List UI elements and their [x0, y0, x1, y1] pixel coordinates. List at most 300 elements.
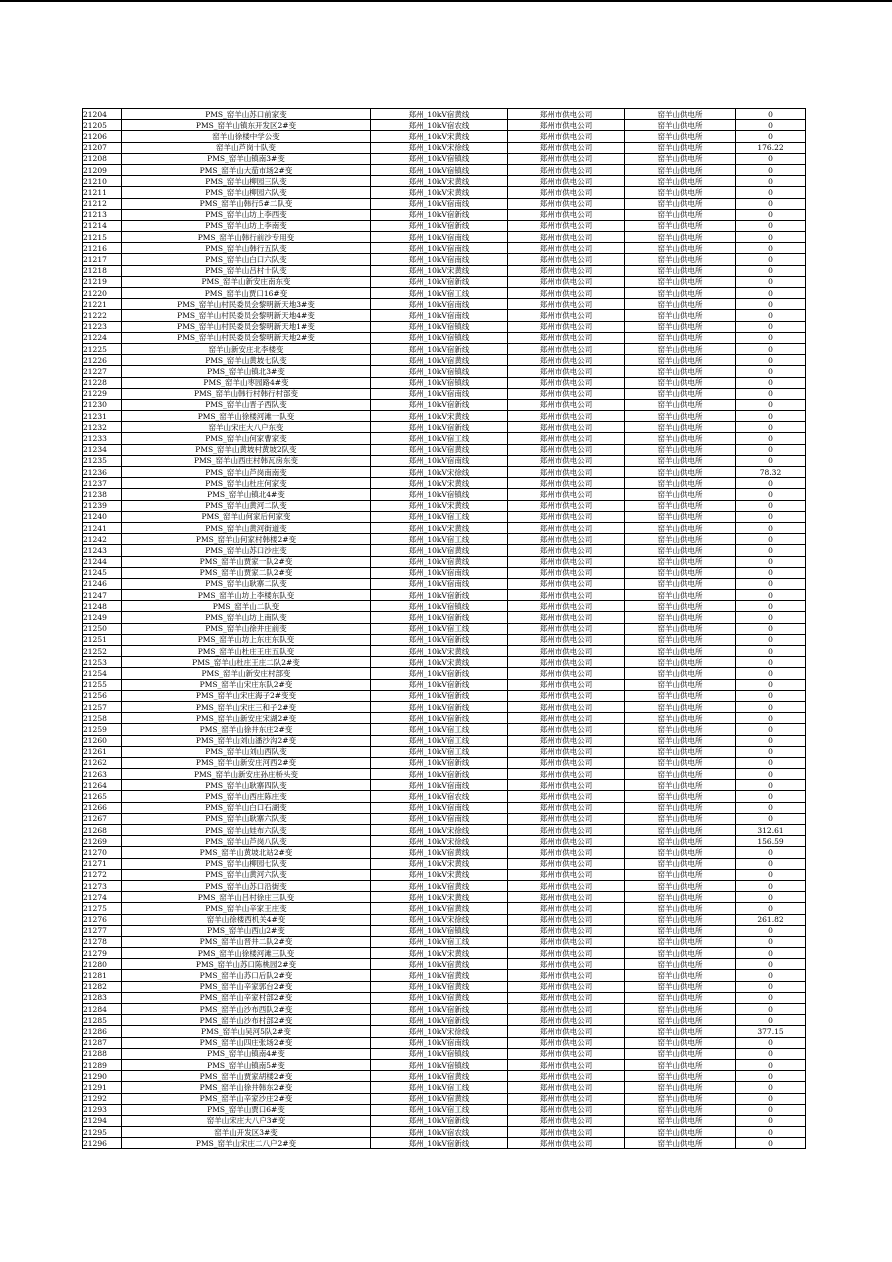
feeder-line-cell: 郑州_10kV宿南线 [371, 1037, 508, 1048]
value-cell: 0 [736, 332, 806, 343]
transformer-name-cell: PMS_窑羊山贾家胡楼2#变 [122, 1071, 371, 1082]
table-row [83, 1082, 806, 1093]
station-cell: 窑羊山供电所 [625, 802, 736, 813]
station-cell: 窑羊山供电所 [625, 500, 736, 511]
feeder-line-cell: 郑州_10kV宿镇线 [371, 332, 508, 343]
feeder-line-cell: 郑州_10kV宿新线 [371, 1138, 508, 1149]
company-cell: 郑州市供电公司 [508, 567, 625, 578]
transformer-name-cell: PMS_窑羊山苏口前家变 [122, 109, 371, 120]
transformer-name-cell: PMS_窑羊山新安庄村部变 [122, 668, 371, 679]
table-row [83, 646, 806, 657]
company-cell: 郑州市供电公司 [508, 120, 625, 131]
company-cell: 郑州市供电公司 [508, 1015, 625, 1026]
value-cell: 0 [736, 668, 806, 679]
company-cell: 郑州市供电公司 [508, 254, 625, 265]
company-cell: 郑州市供电公司 [508, 556, 625, 567]
transformer-name-cell: PMS_窑羊山何家村韩楼2#变 [122, 534, 371, 545]
feeder-line-cell: 郑州_10kV宿镇线 [371, 321, 508, 332]
feeder-line-cell: 郑州_10kV宿南线 [371, 254, 508, 265]
station-cell: 窑羊山供电所 [625, 746, 736, 757]
row-number-cell: 21208 [83, 153, 122, 164]
value-cell: 0 [736, 232, 806, 243]
feeder-line-cell: 郑州_10kV宋徐线 [371, 142, 508, 153]
transformer-name-cell: PMS_窑羊山沙布西队2#变 [122, 1004, 371, 1015]
feeder-line-cell: 郑州_10kV宿镇线 [371, 164, 508, 175]
value-cell: 0 [736, 1104, 806, 1115]
station-cell: 窑羊山供电所 [625, 343, 736, 354]
company-cell: 郑州市供电公司 [508, 411, 625, 422]
feeder-line-cell: 郑州_10kV宋黄线 [371, 892, 508, 903]
feeder-line-cell: 郑州_10kV宿新线 [371, 422, 508, 433]
value-cell: 0 [736, 288, 806, 299]
feeder-line-cell: 郑州_10kV宿新线 [371, 713, 508, 724]
company-cell: 郑州市供电公司 [508, 1071, 625, 1082]
value-cell: 0 [736, 690, 806, 701]
table-row [83, 120, 806, 131]
row-number-cell: 21234 [83, 444, 122, 455]
transformer-name-cell: PMS_窑羊山苏口沙庄变 [122, 545, 371, 556]
station-cell: 窑羊山供电所 [625, 220, 736, 231]
transformer-name-cell: PMS_窑羊山耿寨四队变 [122, 780, 371, 791]
station-cell: 窑羊山供电所 [625, 411, 736, 422]
value-cell: 261.82 [736, 914, 806, 925]
feeder-line-cell: 郑州_10kV宿黄线 [371, 545, 508, 556]
transformer-name-cell: PMS_窑羊山耿寨二队变 [122, 578, 371, 589]
transformer-name-cell: PMS_窑羊山杜庄王庄二队2#变 [122, 657, 371, 668]
row-number-cell: 21217 [83, 254, 122, 265]
feeder-line-cell: 郑州_10kV宋黄线 [371, 500, 508, 511]
value-cell: 0 [736, 903, 806, 914]
feeder-line-cell: 郑州_10kV宿新线 [371, 1004, 508, 1015]
table-row [83, 1048, 806, 1059]
value-cell: 0 [736, 321, 806, 332]
value-cell: 0 [736, 164, 806, 175]
row-number-cell: 21233 [83, 433, 122, 444]
transformer-name-cell: PMS_窑羊山镇北4#变 [122, 489, 371, 500]
transformer-name-cell: PMS_窑羊山宋庄三和子2#变 [122, 701, 371, 712]
value-cell: 0 [736, 724, 806, 735]
transformer-name-cell: PMS_窑羊山镇南4#变 [122, 1048, 371, 1059]
feeder-line-cell: 郑州_10kV宋黄线 [371, 522, 508, 533]
table-row [83, 556, 806, 567]
transformer-name-cell: PMS_窑羊山刘山西队变 [122, 746, 371, 757]
transformer-name-cell: 窑羊山宋庄大八户东变 [122, 422, 371, 433]
feeder-line-cell: 郑州_10kV宿黄线 [371, 959, 508, 970]
feeder-line-cell: 郑州_10kV宿黄线 [371, 556, 508, 567]
feeder-line-cell: 郑州_10kV宿南线 [371, 243, 508, 254]
row-number-cell: 21243 [83, 545, 122, 556]
station-cell: 窑羊山供电所 [625, 1071, 736, 1082]
table-row [83, 131, 806, 142]
feeder-line-cell: 郑州_10kV宿工线 [371, 724, 508, 735]
table-row [83, 232, 806, 243]
company-cell: 郑州市供电公司 [508, 545, 625, 556]
value-cell: 0 [736, 959, 806, 970]
transformer-name-cell: PMS_窑羊山坊上李西变 [122, 209, 371, 220]
station-cell: 窑羊山供电所 [625, 1037, 736, 1048]
company-cell: 郑州市供电公司 [508, 780, 625, 791]
company-cell: 郑州市供电公司 [508, 992, 625, 1003]
station-cell: 窑羊山供电所 [625, 713, 736, 724]
transformer-name-cell: PMS_窑羊山宋庄东队2#变 [122, 679, 371, 690]
feeder-line-cell: 郑州_10kV宋黄线 [371, 858, 508, 869]
row-number-cell: 21274 [83, 892, 122, 903]
row-number-cell: 21247 [83, 590, 122, 601]
value-cell: 0 [736, 444, 806, 455]
value-cell: 0 [736, 1082, 806, 1093]
value-cell: 0 [736, 1004, 806, 1015]
table-row [83, 276, 806, 287]
table-row [83, 724, 806, 735]
value-cell: 0 [736, 769, 806, 780]
value-cell: 0 [736, 153, 806, 164]
table-row [83, 903, 806, 914]
value-cell: 0 [736, 880, 806, 891]
row-number-cell: 21292 [83, 1093, 122, 1104]
company-cell: 郑州市供电公司 [508, 880, 625, 891]
transformer-name-cell: PMS_窑羊山芦岗南南变 [122, 467, 371, 478]
value-cell: 0 [736, 701, 806, 712]
value-cell: 0 [736, 243, 806, 254]
table-row [83, 1138, 806, 1149]
value-cell: 0 [736, 679, 806, 690]
station-cell: 窑羊山供电所 [625, 590, 736, 601]
row-number-cell: 21218 [83, 265, 122, 276]
feeder-line-cell: 郑州_10kV宿黄线 [371, 970, 508, 981]
row-number-cell: 21271 [83, 858, 122, 869]
feeder-line-cell: 郑州_10kV宋徐线 [371, 1026, 508, 1037]
table-row [83, 332, 806, 343]
company-cell: 郑州市供电公司 [508, 746, 625, 757]
value-cell: 0 [736, 455, 806, 466]
company-cell: 郑州市供电公司 [508, 388, 625, 399]
value-cell: 0 [736, 802, 806, 813]
table-row [83, 992, 806, 1003]
row-number-cell: 21241 [83, 522, 122, 533]
company-cell: 郑州市供电公司 [508, 1048, 625, 1059]
company-cell: 郑州市供电公司 [508, 1138, 625, 1149]
company-cell: 郑州市供电公司 [508, 757, 625, 768]
table-row [83, 545, 806, 556]
value-cell: 0 [736, 1127, 806, 1138]
feeder-line-cell: 郑州_10kV宿镇线 [371, 1059, 508, 1070]
company-cell: 郑州市供电公司 [508, 310, 625, 321]
table-row [83, 735, 806, 746]
row-number-cell: 21230 [83, 399, 122, 410]
station-cell: 窑羊山供电所 [625, 355, 736, 366]
station-cell: 窑羊山供电所 [625, 735, 736, 746]
value-cell: 0 [736, 422, 806, 433]
feeder-line-cell: 郑州_10kV宋徐线 [371, 467, 508, 478]
table-row [83, 623, 806, 634]
transformer-name-cell: PMS_窑羊山何家后何家变 [122, 511, 371, 522]
value-cell: 0 [736, 992, 806, 1003]
transformer-name-cell: PMS_窑羊山新安庄孙庄桥头变 [122, 769, 371, 780]
table-row [83, 1015, 806, 1026]
row-number-cell: 21282 [83, 981, 122, 992]
row-number-cell: 21258 [83, 713, 122, 724]
company-cell: 郑州市供电公司 [508, 981, 625, 992]
row-number-cell: 21245 [83, 567, 122, 578]
transformer-name-cell: PMS_窑羊山徐楼河滩三队变 [122, 948, 371, 959]
transformer-name-cell: PMS_窑羊山苏口陈桃园2#变 [122, 959, 371, 970]
station-cell: 窑羊山供电所 [625, 310, 736, 321]
table-row [83, 802, 806, 813]
table-row [83, 836, 806, 847]
row-number-cell: 21255 [83, 679, 122, 690]
company-cell: 郑州市供电公司 [508, 1115, 625, 1126]
table-row [83, 198, 806, 209]
transformer-name-cell: PMS_窑羊山徐井韩东2#变 [122, 1082, 371, 1093]
table-row [83, 869, 806, 880]
row-number-cell: 21214 [83, 220, 122, 231]
transformer-name-cell: PMS_窑羊山二队变 [122, 601, 371, 612]
station-cell: 窑羊山供电所 [625, 467, 736, 478]
station-cell: 窑羊山供电所 [625, 176, 736, 187]
value-cell: 0 [736, 936, 806, 947]
row-number-cell: 21281 [83, 970, 122, 981]
table-row [83, 411, 806, 422]
value-cell: 0 [736, 970, 806, 981]
station-cell: 窑羊山供电所 [625, 981, 736, 992]
transformer-name-cell: PMS_窑羊山耿寨六队变 [122, 813, 371, 824]
company-cell: 郑州市供电公司 [508, 1037, 625, 1048]
feeder-line-cell: 郑州_10kV宿工线 [371, 511, 508, 522]
station-cell: 窑羊山供电所 [625, 388, 736, 399]
value-cell: 156.59 [736, 836, 806, 847]
row-number-cell: 21215 [83, 232, 122, 243]
company-cell: 郑州市供电公司 [508, 657, 625, 668]
value-cell: 0 [736, 131, 806, 142]
value-cell: 0 [736, 478, 806, 489]
transformer-name-cell: PMS_窑羊山宋庄二八户2#变 [122, 1138, 371, 1149]
transformer-name-cell: PMS_窑羊山西庄陈庄变 [122, 791, 371, 802]
value-cell: 78.32 [736, 467, 806, 478]
value-cell: 0 [736, 366, 806, 377]
company-cell: 郑州市供电公司 [508, 634, 625, 645]
value-cell: 0 [736, 869, 806, 880]
feeder-line-cell: 郑州_10kV宿南线 [371, 310, 508, 321]
row-number-cell: 21212 [83, 198, 122, 209]
company-cell: 郑州市供电公司 [508, 646, 625, 657]
station-cell: 窑羊山供电所 [625, 511, 736, 522]
station-cell: 窑羊山供电所 [625, 701, 736, 712]
station-cell: 窑羊山供电所 [625, 522, 736, 533]
table-row [83, 220, 806, 231]
company-cell: 郑州市供电公司 [508, 243, 625, 254]
company-cell: 郑州市供电公司 [508, 903, 625, 914]
feeder-line-cell: 郑州_10kV宋黄线 [371, 131, 508, 142]
table-row [83, 590, 806, 601]
transformer-name-cell: PMS_窑羊山柳园七队变 [122, 858, 371, 869]
row-number-cell: 21263 [83, 769, 122, 780]
company-cell: 郑州市供电公司 [508, 176, 625, 187]
feeder-line-cell: 郑州_10kV宿工线 [371, 746, 508, 757]
row-number-cell: 21240 [83, 511, 122, 522]
transformer-name-cell: 窑羊山徐楼西机关4#变 [122, 914, 371, 925]
value-cell: 0 [736, 220, 806, 231]
company-cell: 郑州市供电公司 [508, 1127, 625, 1138]
transformer-name-cell: PMS_窑羊山辛家沙庄2#变 [122, 1093, 371, 1104]
row-number-cell: 21266 [83, 802, 122, 813]
row-number-cell: 21224 [83, 332, 122, 343]
table-row [83, 713, 806, 724]
value-cell: 0 [736, 254, 806, 265]
transformer-name-cell: PMS_窑羊山镇北3#变 [122, 366, 371, 377]
feeder-line-cell: 郑州_10kV宿新线 [371, 634, 508, 645]
row-number-cell: 21262 [83, 757, 122, 768]
station-cell: 窑羊山供电所 [625, 1059, 736, 1070]
transformer-name-cell: PMS_窑羊山镇东开发区2#变 [122, 120, 371, 131]
table-row [83, 511, 806, 522]
transformer-name-cell: PMS_窑羊山杜庄何家变 [122, 478, 371, 489]
company-cell: 郑州市供电公司 [508, 433, 625, 444]
transformer-name-cell: PMS_窑羊山坊上李南变 [122, 220, 371, 231]
company-cell: 郑州市供电公司 [508, 858, 625, 869]
transformer-name-cell: PMS_窑羊山晋子西队变 [122, 399, 371, 410]
row-number-cell: 21206 [83, 131, 122, 142]
station-cell: 窑羊山供电所 [625, 120, 736, 131]
table-row [83, 847, 806, 858]
station-cell: 窑羊山供电所 [625, 444, 736, 455]
transformer-name-cell: PMS_窑羊山宋庄海子2#变变 [122, 690, 371, 701]
transformer-name-cell: PMS_窑羊山村民委员会黎明新天地2#变 [122, 332, 371, 343]
transformer-name-cell: PMS_窑羊山吕村十队变 [122, 265, 371, 276]
table-row [83, 433, 806, 444]
transformer-name-cell: PMS_窑羊山韩行前沙专用变 [122, 232, 371, 243]
transformer-name-cell: PMS_窑羊山坊上东庄东队变 [122, 634, 371, 645]
table-row [83, 601, 806, 612]
company-cell: 郑州市供电公司 [508, 142, 625, 153]
feeder-line-cell: 郑州_10kV宿南线 [371, 780, 508, 791]
transformer-name-cell: 窑羊山芦岗十队变 [122, 142, 371, 153]
company-cell: 郑州市供电公司 [508, 1093, 625, 1104]
feeder-line-cell: 郑州_10kV宿南线 [371, 567, 508, 578]
value-cell: 0 [736, 657, 806, 668]
feeder-line-cell: 郑州_10kV宿新线 [371, 276, 508, 287]
company-cell: 郑州市供电公司 [508, 232, 625, 243]
row-number-cell: 21296 [83, 1138, 122, 1149]
company-cell: 郑州市供电公司 [508, 892, 625, 903]
table-row [83, 769, 806, 780]
transformer-name-cell: PMS_窑羊山坊上南队变 [122, 612, 371, 623]
table-row [83, 1115, 806, 1126]
company-cell: 郑州市供电公司 [508, 802, 625, 813]
company-cell: 郑州市供电公司 [508, 321, 625, 332]
feeder-line-cell: 郑州_10kV宿工线 [371, 735, 508, 746]
table-row [83, 668, 806, 679]
row-number-cell: 21294 [83, 1115, 122, 1126]
feeder-line-cell: 郑州_10kV宿农线 [371, 120, 508, 131]
feeder-line-cell: 郑州_10kV宿新线 [371, 590, 508, 601]
company-cell: 郑州市供电公司 [508, 1004, 625, 1015]
feeder-line-cell: 郑州_10kV宿南线 [371, 578, 508, 589]
table-row [83, 578, 806, 589]
company-cell: 郑州市供电公司 [508, 724, 625, 735]
transformer-name-cell: PMS_窑羊山苏口沿街变 [122, 880, 371, 891]
row-number-cell: 21265 [83, 791, 122, 802]
table-row [83, 299, 806, 310]
value-cell: 0 [736, 925, 806, 936]
row-number-cell: 21284 [83, 1004, 122, 1015]
value-cell: 0 [736, 623, 806, 634]
table-row [83, 880, 806, 891]
table-row [83, 1037, 806, 1048]
transformer-name-cell: PMS_窑羊山大茄市场2#变 [122, 164, 371, 175]
transformer-name-cell: PMS_窑羊山镇南5#变 [122, 1059, 371, 1070]
value-cell: 0 [736, 511, 806, 522]
transformer-name-cell: PMS_窑羊山刘山潘沙沟2#变 [122, 735, 371, 746]
company-cell: 郑州市供电公司 [508, 601, 625, 612]
station-cell: 窑羊山供电所 [625, 813, 736, 824]
row-number-cell: 21239 [83, 500, 122, 511]
company-cell: 郑州市供电公司 [508, 299, 625, 310]
company-cell: 郑州市供电公司 [508, 925, 625, 936]
row-number-cell: 21295 [83, 1127, 122, 1138]
transformer-name-cell: PMS_窑羊山黄河二队变 [122, 500, 371, 511]
company-cell: 郑州市供电公司 [508, 713, 625, 724]
row-number-cell: 21207 [83, 142, 122, 153]
row-number-cell: 21242 [83, 534, 122, 545]
company-cell: 郑州市供电公司 [508, 198, 625, 209]
company-cell: 郑州市供电公司 [508, 399, 625, 410]
table-row [83, 534, 806, 545]
feeder-line-cell: 郑州_10kV宿农线 [371, 791, 508, 802]
company-cell: 郑州市供电公司 [508, 836, 625, 847]
value-cell: 0 [736, 757, 806, 768]
table-row [83, 265, 806, 276]
company-cell: 郑州市供电公司 [508, 825, 625, 836]
row-number-cell: 21222 [83, 310, 122, 321]
table-row [83, 1071, 806, 1082]
feeder-line-cell: 郑州_10kV宿镇线 [371, 601, 508, 612]
table-row [83, 489, 806, 500]
feeder-line-cell: 郑州_10kV宿南线 [371, 198, 508, 209]
station-cell: 窑羊山供电所 [625, 847, 736, 858]
company-cell: 郑州市供电公司 [508, 489, 625, 500]
transformer-name-cell: PMS_窑羊山徐井东庄2#变 [122, 724, 371, 735]
feeder-line-cell: 郑州_10kV宿南线 [371, 232, 508, 243]
row-number-cell: 21267 [83, 813, 122, 824]
station-cell: 窑羊山供电所 [625, 634, 736, 645]
value-cell: 0 [736, 847, 806, 858]
station-cell: 窑羊山供电所 [625, 1015, 736, 1026]
station-cell: 窑羊山供电所 [625, 1048, 736, 1059]
value-cell: 0 [736, 489, 806, 500]
table-row [83, 634, 806, 645]
feeder-line-cell: 郑州_10kV宿黄线 [371, 109, 508, 120]
transformer-name-cell: PMS_窑羊山白口六队变 [122, 254, 371, 265]
feeder-line-cell: 郑州_10kV宋黄线 [371, 187, 508, 198]
station-cell: 窑羊山供电所 [625, 880, 736, 891]
feeder-line-cell: 郑州_10kV宋黄线 [371, 948, 508, 959]
station-cell: 窑羊山供电所 [625, 791, 736, 802]
value-cell: 0 [736, 791, 806, 802]
feeder-line-cell: 郑州_10kV宿镇线 [371, 366, 508, 377]
transformer-data-table [82, 108, 806, 1149]
station-cell: 窑羊山供电所 [625, 668, 736, 679]
feeder-line-cell: 郑州_10kV宋黄线 [371, 411, 508, 422]
station-cell: 窑羊山供电所 [625, 321, 736, 332]
station-cell: 窑羊山供电所 [625, 489, 736, 500]
feeder-line-cell: 郑州_10kV宿镇线 [371, 925, 508, 936]
feeder-line-cell: 郑州_10kV宿工线 [371, 433, 508, 444]
row-number-cell: 21288 [83, 1048, 122, 1059]
value-cell: 0 [736, 601, 806, 612]
row-number-cell: 21227 [83, 366, 122, 377]
row-number-cell: 21276 [83, 914, 122, 925]
feeder-line-cell: 郑州_10kV宿新线 [371, 769, 508, 780]
